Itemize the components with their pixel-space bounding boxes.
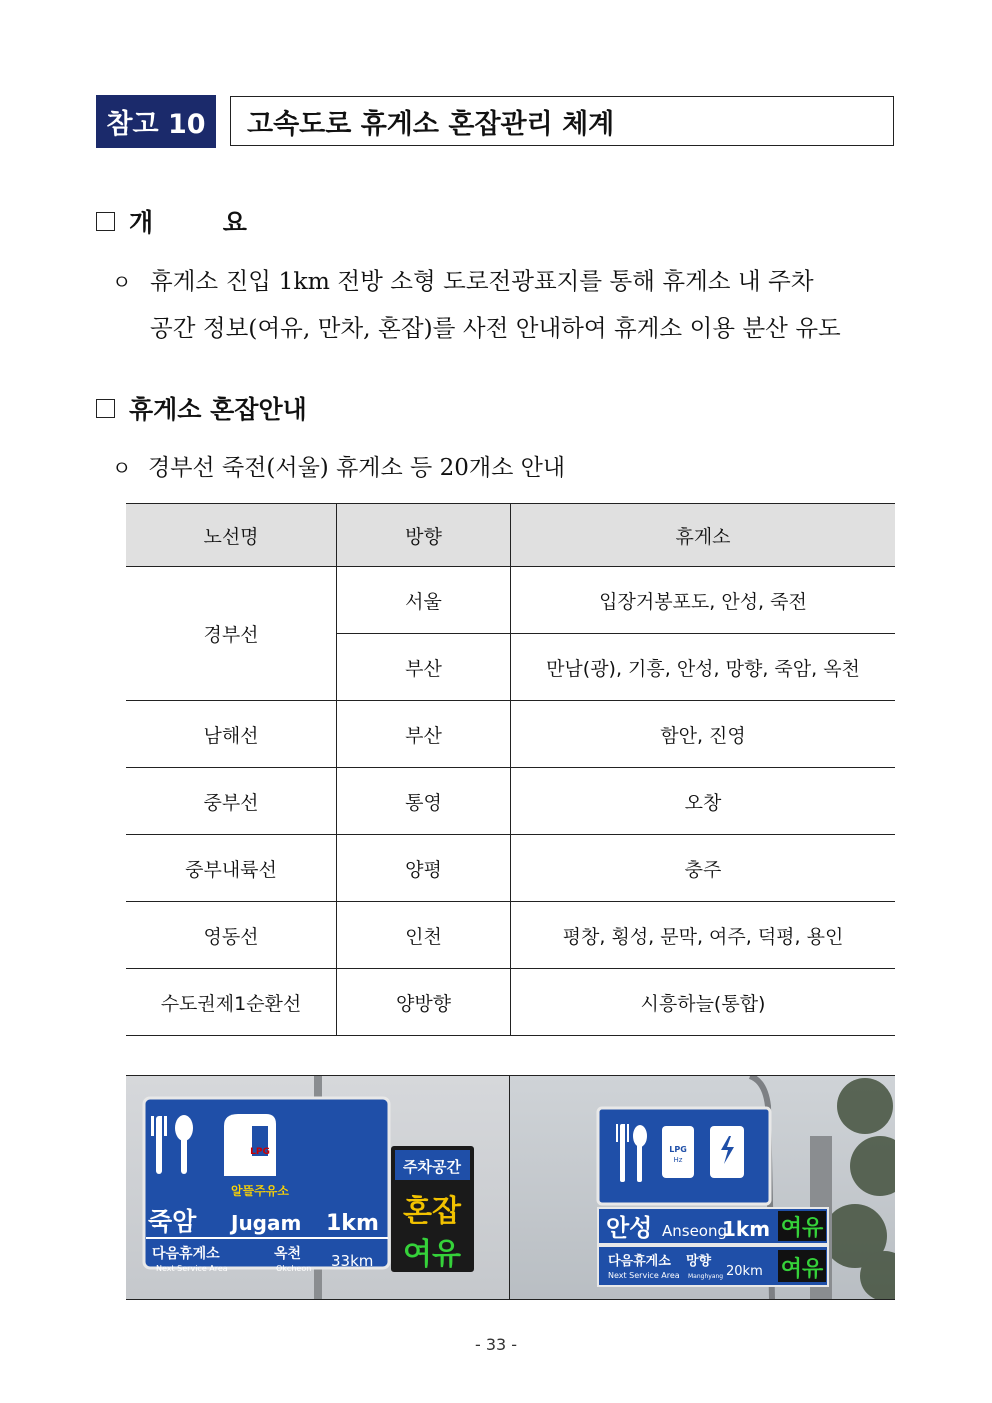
rest-name-kr: 죽암 <box>148 1207 197 1236</box>
header-direction: 방향 <box>337 504 511 567</box>
reference-tag: 참고 10 <box>96 95 216 148</box>
cell-areas: 입장거봉포도, 안성, 죽전 <box>511 567 896 634</box>
page-number: - 33 - <box>474 1335 518 1354</box>
checkbox-icon <box>96 399 115 418</box>
next-area-name: 옥천 <box>274 1246 302 1262</box>
cell-direction: 통영 <box>337 768 511 835</box>
cell-direction: 인천 <box>337 902 511 969</box>
section-congestion-title: 휴게소 혼잡안내 <box>129 395 307 424</box>
next-area-distance: 33km <box>331 1252 374 1270</box>
anseong-sign-graphic <box>510 1076 895 1299</box>
cell-direction: 양평 <box>337 835 511 902</box>
photo-anseong-sign <box>510 1076 895 1299</box>
next-area-label: 다음휴게소 <box>152 1246 220 1262</box>
rest-area-table <box>126 503 895 1036</box>
checkbox-icon <box>96 212 115 231</box>
fuel-pump-icon <box>224 1114 276 1176</box>
status-busy: 혼잡 <box>403 1194 461 1229</box>
sign-photos <box>126 1075 895 1300</box>
next-area-name-en: Okcheon <box>276 1264 312 1273</box>
section-congestion-heading <box>96 390 307 426</box>
next-area-label: 다음휴게소 <box>608 1254 671 1269</box>
rest-name-en: Jugam <box>231 1211 302 1235</box>
next-area-name: 망향 <box>686 1254 712 1269</box>
cell-areas: 충주 <box>511 835 896 902</box>
header-route: 노선명 <box>126 504 337 567</box>
section-overview-heading <box>96 203 247 239</box>
lpg-text: LPG <box>250 1147 270 1157</box>
header-rest-area: 휴게소 <box>511 504 896 567</box>
cell-direction: 양방향 <box>337 969 511 1036</box>
cell-route: 중부선 <box>126 768 337 835</box>
congestion-bullet <box>112 445 565 491</box>
tree-foliage <box>823 1078 895 1299</box>
parking-label: 주차공간 <box>403 1158 461 1176</box>
cell-route: 중부내륙선 <box>126 835 337 902</box>
table-row <box>126 701 895 768</box>
bullet-circle-icon: ㅇ <box>112 456 132 480</box>
overview-line-2: 공간 정보(여유, 만차, 혼잡)를 사전 안내하여 휴게소 이용 분산 유도 <box>150 314 841 342</box>
rest-name-en: Anseong <box>662 1222 728 1240</box>
cell-route: 영동선 <box>126 902 337 969</box>
status-free-next: 여유 <box>780 1257 824 1282</box>
jugam-sign-graphic <box>126 1076 509 1299</box>
bullet-circle-icon: ㅇ <box>112 270 132 294</box>
congestion-bullet-text: 경부선 죽전(서울) 휴게소 등 20개소 안내 <box>148 455 566 481</box>
cell-areas: 오창 <box>511 768 896 835</box>
section-overview-title: 개 요 <box>129 208 247 237</box>
next-area-en: Next Service Area <box>156 1264 228 1273</box>
rest-distance: 1km <box>722 1217 771 1241</box>
cell-direction: 부산 <box>337 701 511 768</box>
rest-distance: 1km <box>326 1211 379 1236</box>
cell-direction: 서울 <box>337 567 511 634</box>
page-title: 고속도로 휴게소 혼잡관리 체계 <box>230 96 894 146</box>
cell-direction: 부산 <box>337 634 511 701</box>
next-area-distance: 20km <box>726 1264 763 1279</box>
next-area-en: Next Service Area <box>608 1271 680 1280</box>
cell-route: 경부선 <box>126 567 337 701</box>
rest-name-kr: 안성 <box>606 1214 653 1242</box>
brand-text: 알뜰주유소 <box>231 1184 289 1198</box>
photo-jugam-sign <box>126 1076 510 1299</box>
status-free: 여유 <box>403 1237 461 1272</box>
overview-paragraph <box>112 258 898 351</box>
ev-charger-icon <box>710 1126 744 1178</box>
table-row <box>126 835 895 902</box>
lpg-sub-text: Hz <box>673 1156 683 1164</box>
cell-areas: 함안, 진영 <box>511 701 896 768</box>
table-row <box>126 567 895 634</box>
overview-line-1: 휴게소 진입 1km 전방 소형 도로전광표지를 통해 휴게소 내 주차 <box>150 267 814 295</box>
cell-areas: 만남(광), 기흥, 안성, 망향, 죽암, 옥천 <box>511 634 896 701</box>
status-free-current: 여유 <box>780 1216 824 1241</box>
cell-route: 수도권제1순환선 <box>126 969 337 1036</box>
cell-areas: 평창, 횡성, 문막, 여주, 덕평, 용인 <box>511 902 896 969</box>
table-row <box>126 902 895 969</box>
lpg-text: LPG <box>669 1145 687 1154</box>
next-area-name-en: Manghyang <box>688 1273 724 1280</box>
cell-route: 남해선 <box>126 701 337 768</box>
table-row <box>126 969 895 1036</box>
table-row <box>126 768 895 835</box>
cell-areas: 시흥하늘(통합) <box>511 969 896 1036</box>
table-header-row <box>126 504 895 567</box>
